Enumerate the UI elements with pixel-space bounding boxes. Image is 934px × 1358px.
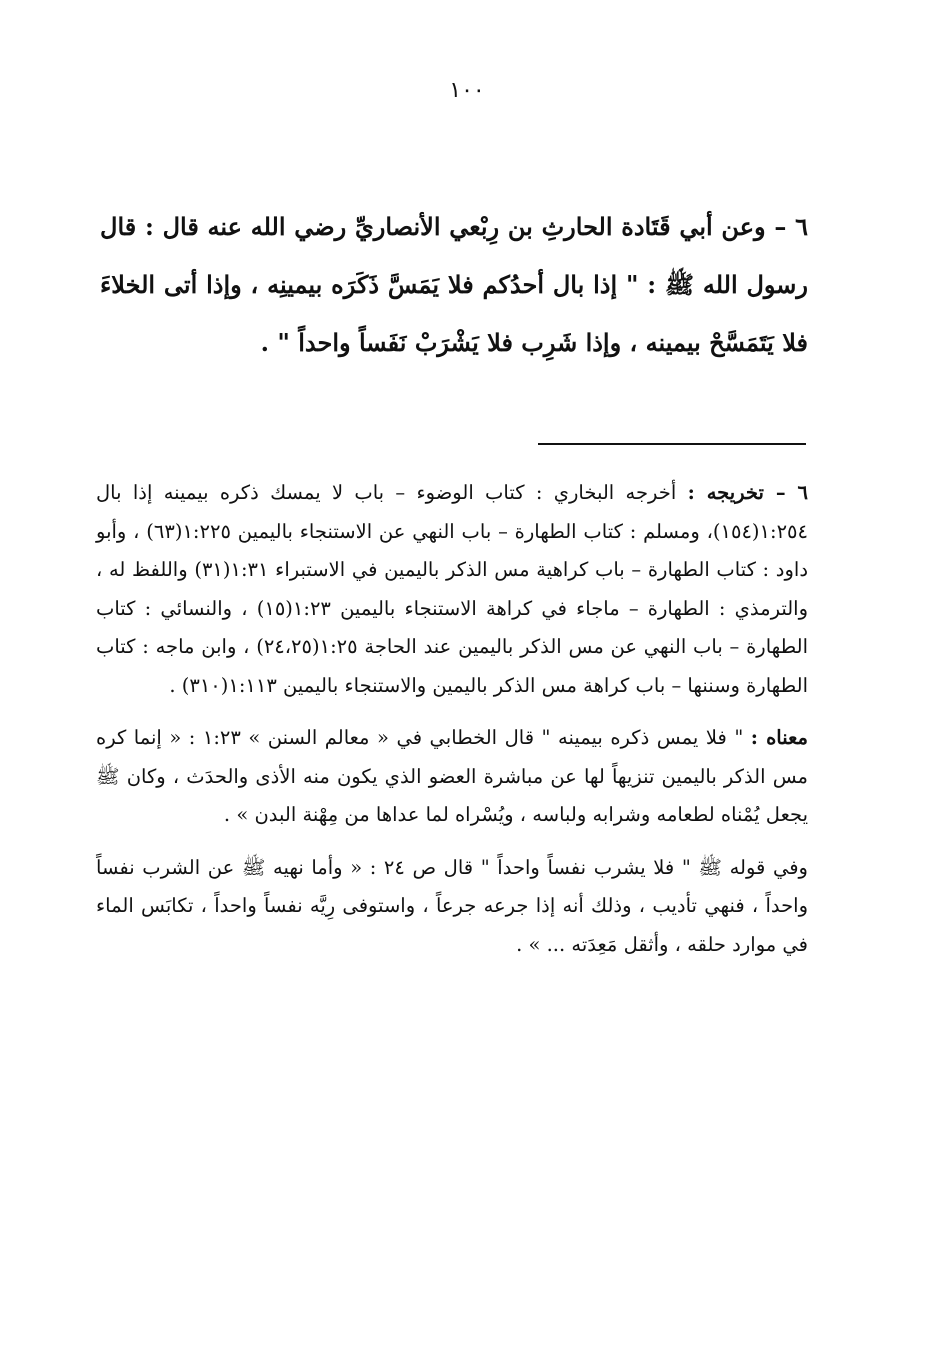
takhrij-text: أخرجه البخاري : كتاب الوضوء – باب لا يمسك ذكره بيمينه إذا بال ١:٢٥٤(١٥٤)، ومسلم : كتاب الطهارة – باب النهي عن الاستنجاء باليمين ١:٢٢٥(٦٣) ، وأبو داود : كتاب الطهارة – باب كراهية مس الذكر باليمين في الاستبراء ١:٣١(٣١) واللفظ له ، والترمذي : الطهارة – ماجاء في كراهة الاستنجاء باليمين ١:٢٣(١٥) ، والنسائي : كتاب الطهارة – باب النهي عن مس الذكر باليمين عند الحاجة ١:٢٥(٢٤،٢٥) ، وابن ماجه : كتاب الطهارة وسننها – باب كراهة مس الذكر باليمين والاستنجاء باليمين ١:١١٣(٣١٠) . [96, 481, 809, 697]
hadith-text-block [100, 198, 808, 372]
footnote-separator [538, 443, 806, 445]
drinking-paragraph: وفي قوله ﷺ " فلا يشرب نفساً واحداً " قال ص ٢٤ : « وأما نهيه ﷺ عن الشرب نفساً واحداً ، فنهي تأديب ، وذلك أنه إذا جرعه جرعاً ، واستوفى رِيَّه نفساً واحداً ، تكابَس الماء في موارد حلقه ، وأثقل مَعِدَته ... » . [96, 855, 808, 956]
meaning-text: " فلا يمس ذكره بيمينه " قال الخطابي في « معالم السنن » ١:٢٣ : « إنما كره مس الذكر باليمين تنزيهاً لها عن مباشرة العضو الذي يكون منه الأذى والحدَث ، وكان ﷺ يجعل يُمْناه لطعامه وشرابه ولباسه ، ويُسْراه لما عداها من مِهْنة البدن » . [96, 726, 808, 826]
takhrij-paragraph [96, 474, 808, 705]
meaning-paragraph [96, 719, 808, 835]
page-number: ١٠٠ [449, 78, 485, 103]
hadith-paragraph: ٦ – وعن أبي قَتَادة الحارثِ بن رِبْعي الأنصاريِّ رضي الله عنه قال : قال رسول الله ﷺ : " إذا بال أحدُكم فلا يَمَسَّ ذَكَرَه بيمينِه ، وإذا أتى الخلاءَ فلا يَتَمَسَّحْ بيمينه ، وإذا شَرِب فلا يَشْرَبْ نَفَساً واحداً " . [100, 212, 809, 357]
meaning-lead: معناه : [750, 726, 808, 749]
footnotes-block [96, 474, 808, 978]
takhrij-lead: ٦ – تخريجه : [687, 481, 808, 504]
